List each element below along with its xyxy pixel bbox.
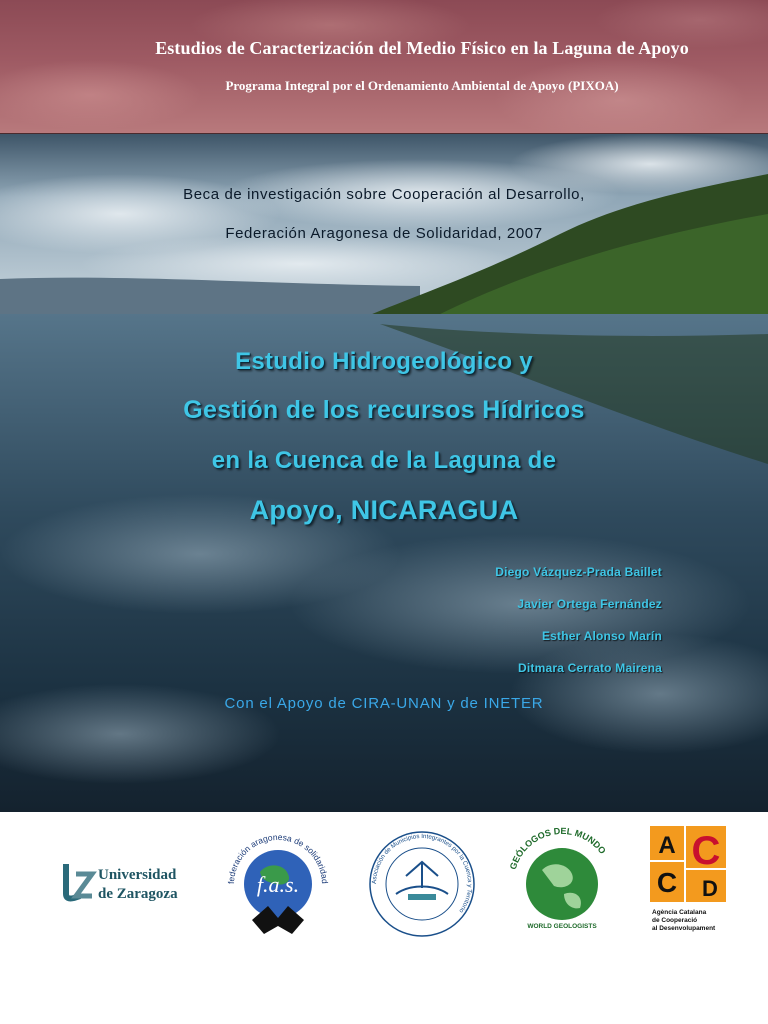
logo-strip: [0, 812, 768, 1024]
accd-letter: C: [691, 829, 721, 873]
banner-title: Estudios de Caracterización del Medio Físico en la Laguna de Apoyo: [155, 38, 689, 58]
main-title-line-2: Gestión de los recursos Hídricos: [183, 396, 585, 424]
main-title-line-4: Apoyo, NICARAGUA: [249, 495, 519, 525]
fas-mark: f.a.s.: [256, 872, 300, 897]
header-banner: [0, 0, 768, 134]
municipios-logo: [366, 828, 478, 940]
accd-logo: [650, 826, 732, 938]
grant-line-2: Federación Aragonesa de Solidaridad, 2007: [225, 225, 543, 242]
grant-line-1: Beca de investigación sobre Cooperación al Desarrollo,: [183, 186, 585, 203]
municipios-ring-text: Asociación de Municipios Integrantes por la Cuenca y Territorio: [370, 832, 474, 915]
main-title-line-1: Estudio Hidrogeológico y: [235, 348, 533, 375]
fas-ring-text: federación aragonesa de solidaridad: [226, 831, 330, 885]
unizar-line-2: de Zaragoza: [98, 886, 178, 902]
author-name: Ditmara Cerrato Mairena: [518, 661, 662, 675]
support-text: Con el Apoyo de CIRA-UNAN y de INETER: [224, 695, 544, 712]
accd-caption: Agència Catalana: [652, 909, 707, 916]
banner-subtitle: Programa Integral por el Ordenamiento Ambiental de Apoyo (PIXOA): [225, 78, 619, 93]
geologos-ring-text: GEÓLOGOS DEL MUNDO: [507, 825, 608, 871]
lake-photo: [0, 134, 768, 812]
accd-letter: C: [656, 867, 678, 898]
unizar-line-1: Universidad: [98, 867, 177, 883]
geologos-del-mundo-logo: [502, 824, 622, 938]
accd-caption: al Desenvolupament: [652, 925, 716, 932]
geologos-sub: WORLD GEOLOGISTS: [527, 923, 597, 930]
main-title-line-3: en la Cuenca de la Laguna de: [211, 447, 557, 474]
fas-logo: [226, 822, 330, 942]
author-name: Esther Alonso Marín: [541, 629, 662, 643]
accd-caption: de Cooperació: [652, 917, 698, 924]
accd-letter: A: [658, 832, 676, 859]
author-name: Javier Ortega Fernández: [517, 597, 662, 611]
universidad-zaragoza-logo: [62, 856, 202, 906]
accd-letter: D: [702, 876, 718, 901]
author-name: Diego Vázquez-Prada Baillet: [495, 565, 662, 579]
